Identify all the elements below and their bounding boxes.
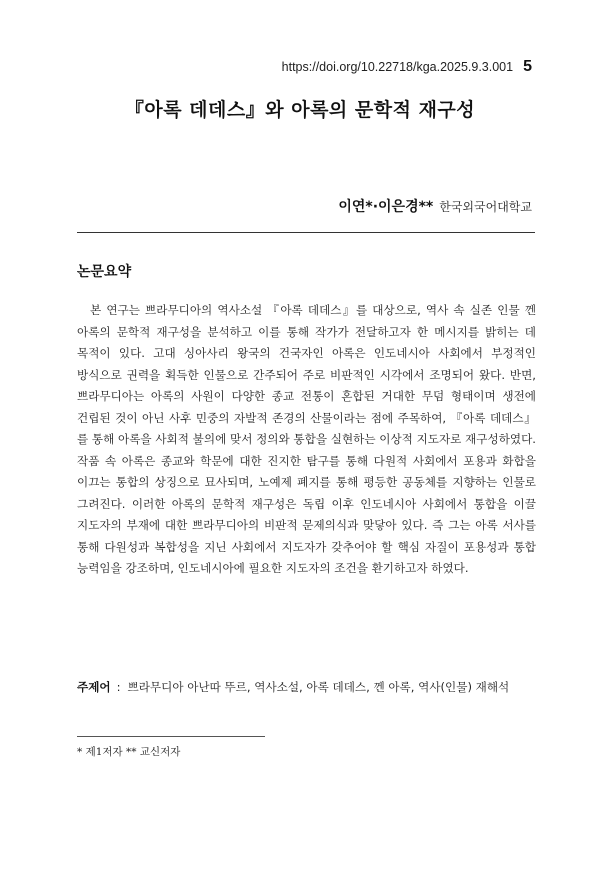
doi-link[interactable]: https://doi.org/10.22718/kga.2025.9.3.001: [281, 60, 514, 74]
paper-title: 『아록 데데스』와 아록의 문학적 재구성: [124, 99, 476, 121]
running-header: [282, 58, 532, 76]
page-number: 5: [523, 58, 532, 75]
keywords-separator: :: [116, 680, 121, 694]
footnote-divider: [77, 736, 265, 737]
author-line: [338, 196, 532, 216]
abstract-body: 본 연구는 쁘라무디아의 역사소설 『아록 데데스』를 대상으로, 역사 속 실존 인물 껜 아록의 문학적 재구성을 분석하고 이를 통해 작가가 전달하고자 한 메시지를 밝히는 데 목적이 있다. 고대 싱아사리 왕국의 건국자인 아록은 인도네시아 사회에서 부정적인 방식으로 권력을 획득한 인물으로 간주되어 주로 비판적인 시각에서 조명되어 왔다. 반면, 쁘라무디아는 아록의 사원이 다양한 종교 전통이 혼합된 거대한 무덤 형태이며 생전에 건립된 것이 아닌 사후 민중의 자발적 존경의 산물이라는 점에 주목하여, 『아록 데데스』를 통해 아록을 사회적 불의에 맞서 정의와 통합을 실현하는 이상적 지도자로 재구성하였다. 작품 속 아록은 종교와 학문에 대한 진지한 탐구를 통해 다원적 사회에서 포용과 화합을 이끄는 통합의 상징으로 묘사되며, 노예제 폐지를 통해 평등한 공동체를 지향하는 인물로 그려진다. 이러한 아록의 문학적 재구성은 독립 이후 인도네시아 사회에서 통합을 이끌 지도자의 부재에 대한 쁘라무디아의 비판적 문제의식과 맞닿아 있다. 즉 그는 아록 서사를 통해 다원성과 복합성을 지닌 사회에서 지도자가 갖추어야 할 핵심 자질이 포용성과 통합 능력임을 강조하며, 인도네시아에 필요한 지도자의 조건을 환기하고자 하였다.: [77, 303, 536, 575]
author-names: 이연*·이은경**: [338, 199, 434, 215]
keywords-values: 쁘라무디아 아난따 뚜르, 역사소설, 아록 데데스, 껜 아록, 역사(인물) 재해석: [127, 680, 510, 694]
keywords-label: 주제어: [77, 680, 111, 694]
keywords-block: [77, 678, 536, 697]
author-affiliation: 한국외국어대학교: [439, 200, 532, 214]
abstract-heading: 논문요약: [77, 264, 132, 280]
title-divider: [77, 232, 535, 233]
author-footnote: * 제1저자 ** 교신저자: [77, 746, 181, 758]
